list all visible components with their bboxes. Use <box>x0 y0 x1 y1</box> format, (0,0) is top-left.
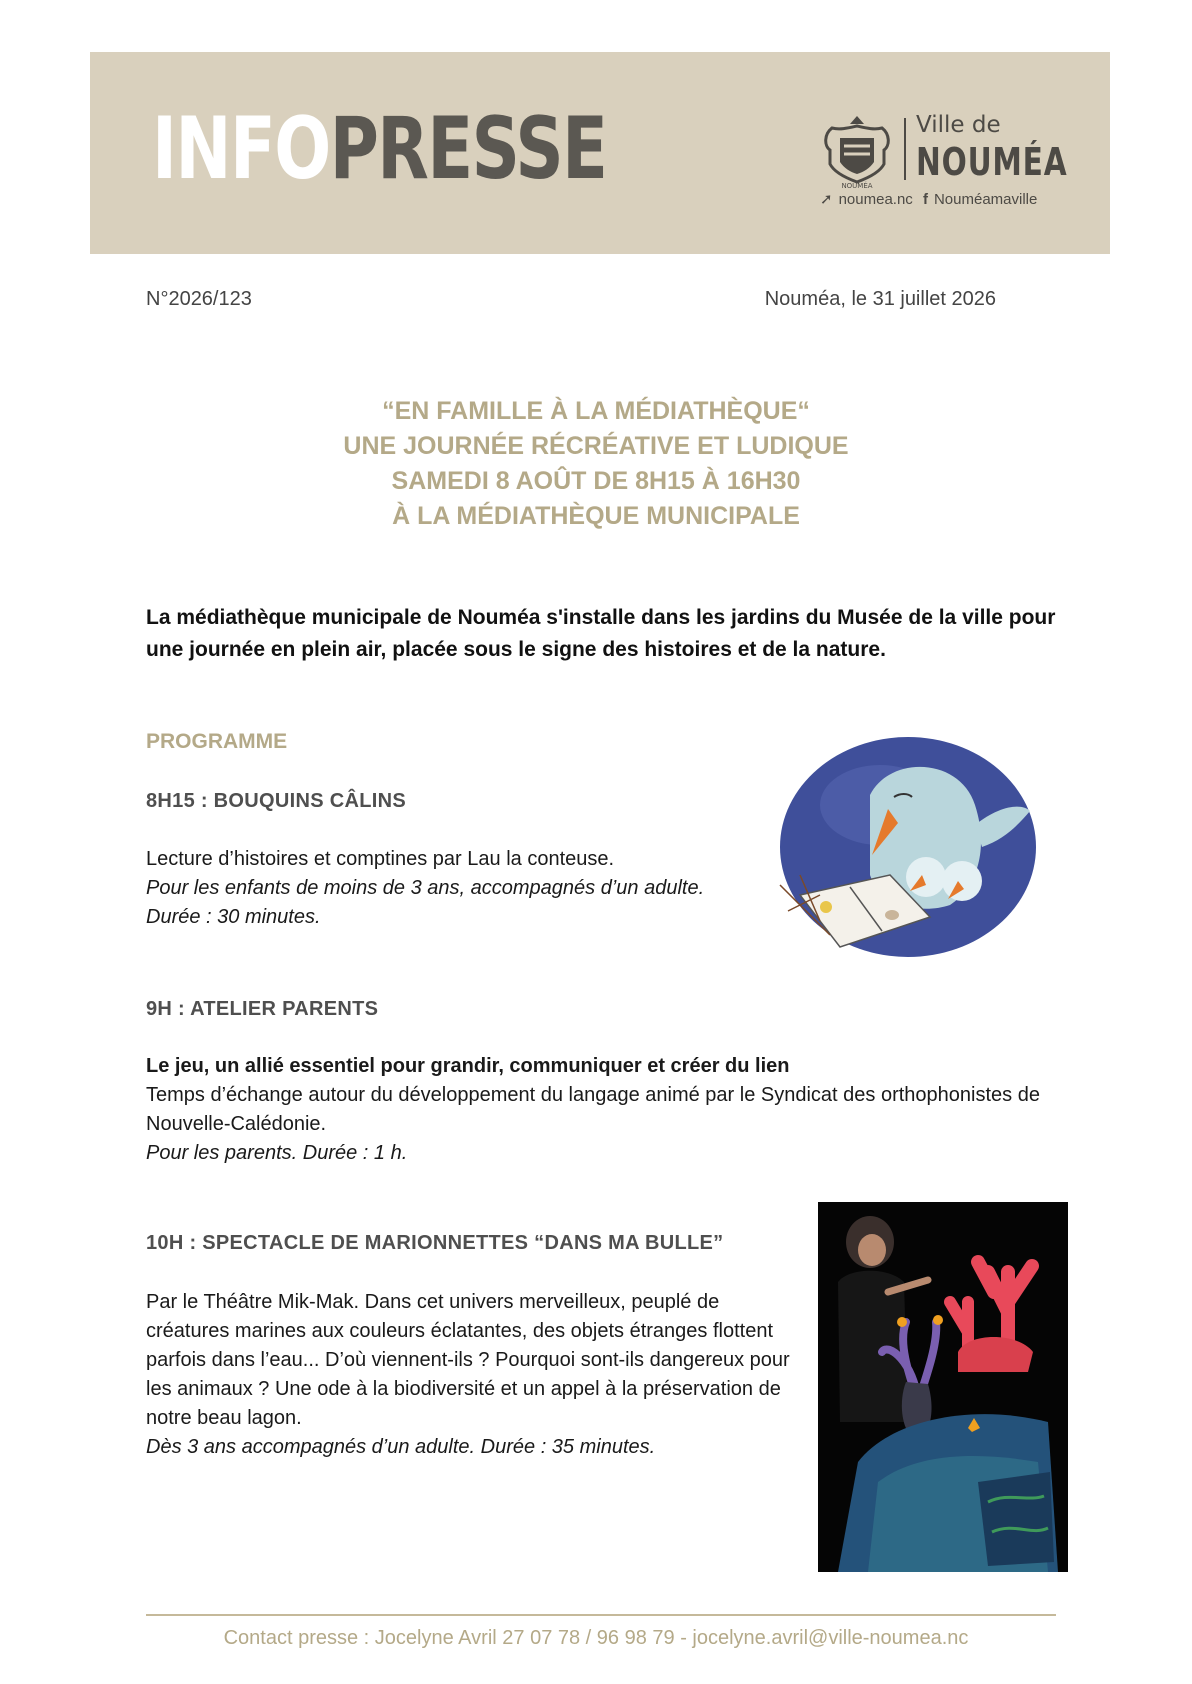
event-body <box>146 1052 1056 1168</box>
facebook-icon: f <box>922 191 928 208</box>
puppet-show-photo <box>818 1202 1068 1572</box>
facebook-link[interactable]: Nouméamaville <box>933 191 1038 208</box>
press-release-number: N°2026/123 <box>146 288 252 310</box>
event-body <box>146 845 706 932</box>
event-heading: 10H : SPECTACLE DE MARIONNETTES “DANS MA BULLE” <box>146 1232 724 1254</box>
title-line: “EN FAMILLE À LA MÉDIATHÈQUE“ <box>382 397 810 425</box>
brand-presse: PRESSE <box>329 99 607 199</box>
footer-divider <box>146 1614 1056 1616</box>
city-name: NOUMÉA <box>916 140 1068 184</box>
title-line: UNE JOURNÉE RÉCRÉATIVE ET LUDIQUE <box>343 432 849 460</box>
event-heading: 9H : ATELIER PARENTS <box>146 998 379 1020</box>
event-subtitle: Le jeu, un allié essentiel pour grandir, communiquer et créer du lien <box>146 1055 790 1077</box>
event-heading: 8H15 : BOUQUINS CÂLINS <box>146 790 406 812</box>
event-body <box>146 1288 796 1462</box>
social-links <box>820 190 1043 208</box>
event-description: Temps d’échange autour du développement du langage animé par le Syndicat des orthophonistes de Nouvelle-Calédonie. <box>146 1084 1040 1135</box>
programme-label: PROGRAMME <box>146 730 288 753</box>
title-line: À LA MÉDIATHÈQUE MUNICIPALE <box>392 502 800 530</box>
event-details: Pour les enfants de moins de 3 ans, accompagnés d’un adulte. Durée : 30 minutes. <box>146 877 705 928</box>
event-details: Dès 3 ans accompagnés d’un adulte. Durée : 35 minutes. <box>146 1436 656 1458</box>
infopresse-logo <box>152 99 607 199</box>
city-prefix: Ville de <box>916 112 1001 138</box>
brand-info: INFO <box>152 99 330 199</box>
crest-text: NOUMÉA <box>841 182 873 190</box>
press-contact: Contact presse : Jocelyne Avril 27 07 78 / 96 98 79 - jocelyne.avril@ville-noumea.nc <box>223 1627 969 1649</box>
bird-reading-illustration <box>760 735 1080 970</box>
lead-paragraph: La médiathèque municipale de Nouméa s'installe dans les jardins du Musée de la ville pour une journée en plein air, placée sous le signe des histoires et de la nature. <box>146 606 1056 661</box>
website-link[interactable]: noumea.nc <box>838 191 913 208</box>
event-description: Par le Théâtre Mik-Mak. Dans cet univers merveilleux, peuplé de créatures marines aux couleurs éclatantes, des objets étranges flottent parfois dans l’eau... D’où viennent-ils ? Pourquoi sont-ils dangereux pour les animaux ? Une ode à la biodiversité et un appel à la préservation de notre beau lagon. <box>146 1291 790 1429</box>
header-band <box>90 52 1110 254</box>
logo-divider <box>904 118 906 180</box>
city-crest-icon <box>820 112 894 190</box>
event-details: Pour les parents. Durée : 1 h. <box>146 1142 408 1164</box>
page-title <box>0 394 1192 534</box>
web-arrow-icon: ➚ <box>820 191 833 208</box>
title-line: SAMEDI 8 AOÛT DE 8H15 À 16H30 <box>391 467 801 495</box>
dateline: Nouméa, le 31 juillet 2026 <box>764 288 996 310</box>
event-description: Lecture d’histoires et comptines par Lau la conteuse. <box>146 848 615 870</box>
ville-de-noumea-logo <box>820 110 1068 208</box>
